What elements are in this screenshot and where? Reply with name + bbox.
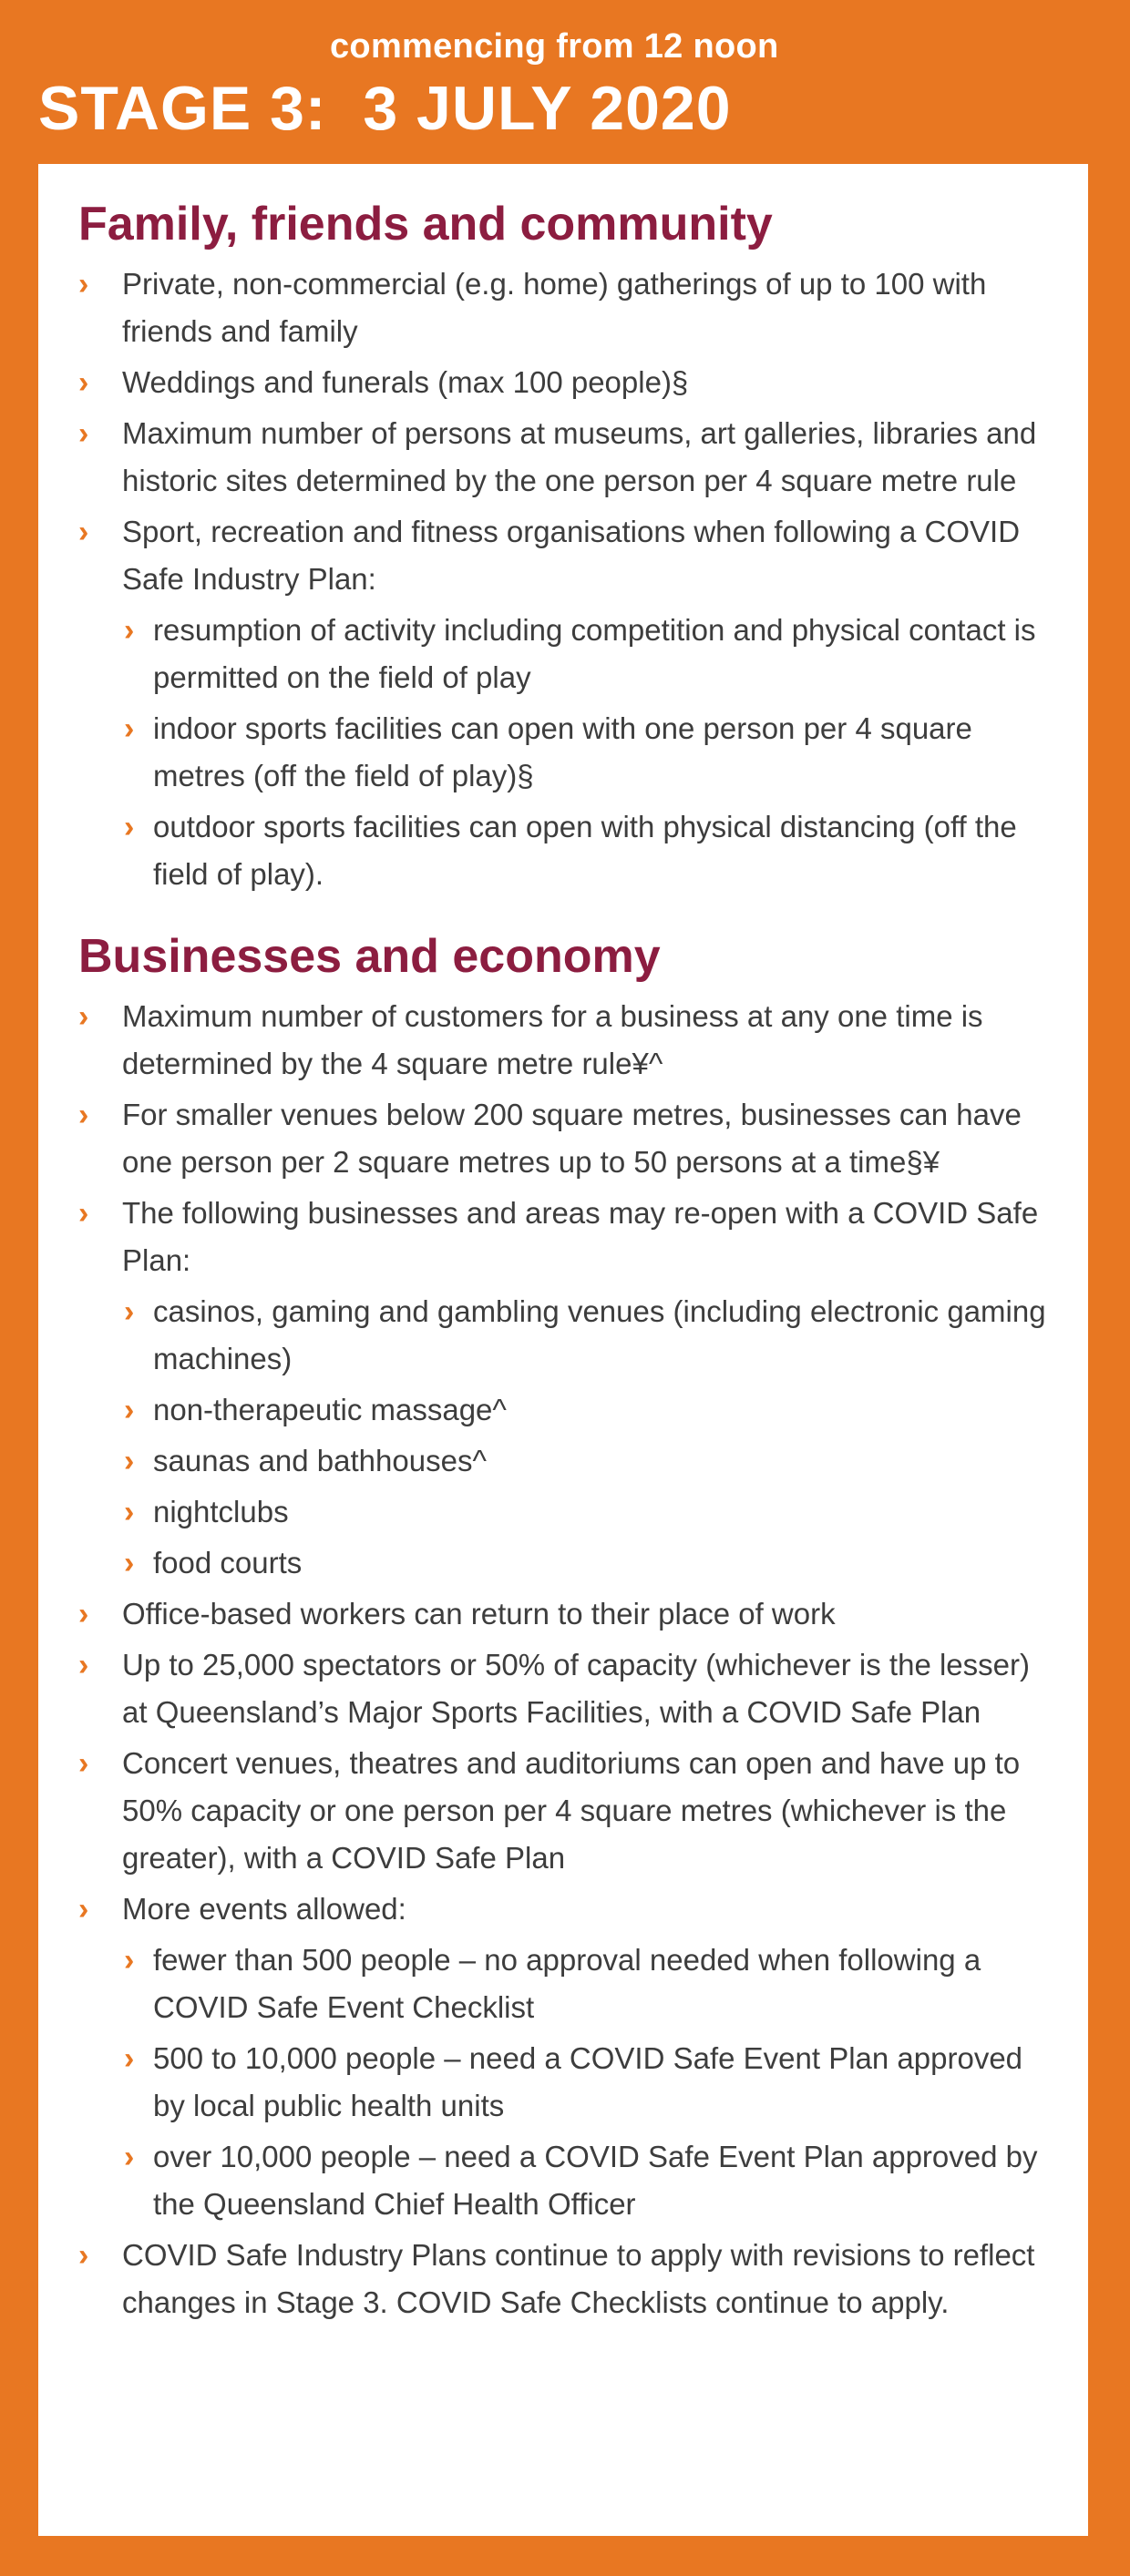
business-list-final	[78, 2232, 1061, 2326]
chevron-right-icon: ›	[124, 2041, 135, 2076]
chevron-right-icon: ›	[124, 1444, 135, 1478]
chevron-right-icon: ›	[78, 1892, 89, 1927]
business-list	[78, 993, 1061, 1284]
chevron-right-icon: ›	[78, 1098, 89, 1132]
content-panel	[38, 164, 1088, 2536]
family-heading: Family, friends and community	[78, 198, 773, 250]
list-item: › COVID Safe Industry Plans continue to apply with revisions to reflect changes in Stage 3. COVID Safe Checklists continue to apply.	[78, 2232, 1061, 2326]
chevron-right-icon: ›	[124, 810, 135, 844]
sub-list-item: › food courts	[78, 1539, 1061, 1587]
chevron-right-icon: ›	[78, 2238, 89, 2273]
list-item: › Private, non-commercial (e.g. home) gatherings of up to 100 with friends and family	[78, 261, 1061, 355]
business-heading: Businesses and economy	[78, 930, 661, 983]
chevron-right-icon: ›	[78, 1746, 89, 1781]
chevron-right-icon: ›	[78, 1648, 89, 1682]
family-list	[78, 261, 1061, 603]
chevron-right-icon: ›	[124, 1495, 135, 1529]
list-item: › Maximum number of persons at museums, art galleries, libraries and historic sites determined by the one person per 4 square metre rule	[78, 410, 1061, 505]
reopen-sublist	[78, 1288, 1061, 1587]
list-item: › Up to 25,000 spectators or 50% of capacity (whichever is the lesser) at Queensland’s Major Sports Facilities, with a COVID Safe Plan	[78, 1641, 1061, 1736]
sub-list-item: › outdoor sports facilities can open with physical distancing (off the field of play).	[78, 803, 1061, 898]
chevron-right-icon: ›	[124, 711, 135, 746]
chevron-right-icon: ›	[78, 267, 89, 302]
chevron-right-icon: ›	[124, 613, 135, 648]
chevron-right-icon: ›	[78, 515, 89, 549]
list-item: › More events allowed:	[78, 1886, 1061, 1933]
header	[0, 0, 1130, 162]
chevron-right-icon: ›	[78, 1597, 89, 1631]
chevron-right-icon: ›	[124, 1294, 135, 1329]
chevron-right-icon: ›	[78, 365, 89, 400]
list-item: › Weddings and funerals (max 100 people)§	[78, 359, 1061, 406]
sub-list-item: › casinos, gaming and gambling venues (including electronic gaming machines)	[78, 1288, 1061, 1383]
sub-list-item: › over 10,000 people – need a COVID Safe Event Plan approved by the Queensland Chief Health Officer	[78, 2133, 1061, 2228]
commencing-note: commencing from 12 noon	[330, 27, 779, 66]
chevron-right-icon: ›	[78, 1196, 89, 1231]
chevron-right-icon: ›	[78, 416, 89, 451]
sub-list-item: › 500 to 10,000 people – need a COVID Safe Event Plan approved by local public health units	[78, 2035, 1061, 2130]
sub-list-item: › resumption of activity including competition and physical contact is permitted on the field of play	[78, 607, 1061, 701]
list-item: › Office-based workers can return to their place of work	[78, 1590, 1061, 1638]
chevron-right-icon: ›	[124, 1943, 135, 1978]
business-list-continued	[78, 1590, 1061, 1933]
chevron-right-icon: ›	[124, 1393, 135, 1427]
sub-list-item: › fewer than 500 people – no approval needed when following a COVID Safe Event Checklist	[78, 1937, 1061, 2031]
events-sublist	[78, 1937, 1061, 2228]
list-item: › The following businesses and areas may re-open with a COVID Safe Plan:	[78, 1190, 1061, 1284]
chevron-right-icon: ›	[124, 1546, 135, 1580]
sub-list-item: › saunas and bathhouses^	[78, 1437, 1061, 1485]
stage-title: STAGE 3: 3 JULY 2020	[38, 74, 732, 143]
sport-sublist	[78, 607, 1061, 898]
list-item: › Sport, recreation and fitness organisations when following a COVID Safe Industry Plan:	[78, 508, 1061, 603]
sub-list-item: › non-therapeutic massage^	[78, 1386, 1061, 1434]
sub-list-item: › indoor sports facilities can open with one person per 4 square metres (off the field of play)§	[78, 705, 1061, 800]
list-item: › Maximum number of customers for a business at any one time is determined by the 4 square metre rule¥^	[78, 993, 1061, 1088]
chevron-right-icon: ›	[124, 2140, 135, 2174]
list-item: › For smaller venues below 200 square metres, businesses can have one person per 2 square metres up to 50 persons at a time§¥	[78, 1091, 1061, 1186]
chevron-right-icon: ›	[78, 999, 89, 1034]
list-item: › Concert venues, theatres and auditoriums can open and have up to 50% capacity or one person per 4 square metres (whichever is the greater), with a COVID Safe Plan	[78, 1740, 1061, 1882]
sub-list-item: › nightclubs	[78, 1488, 1061, 1536]
